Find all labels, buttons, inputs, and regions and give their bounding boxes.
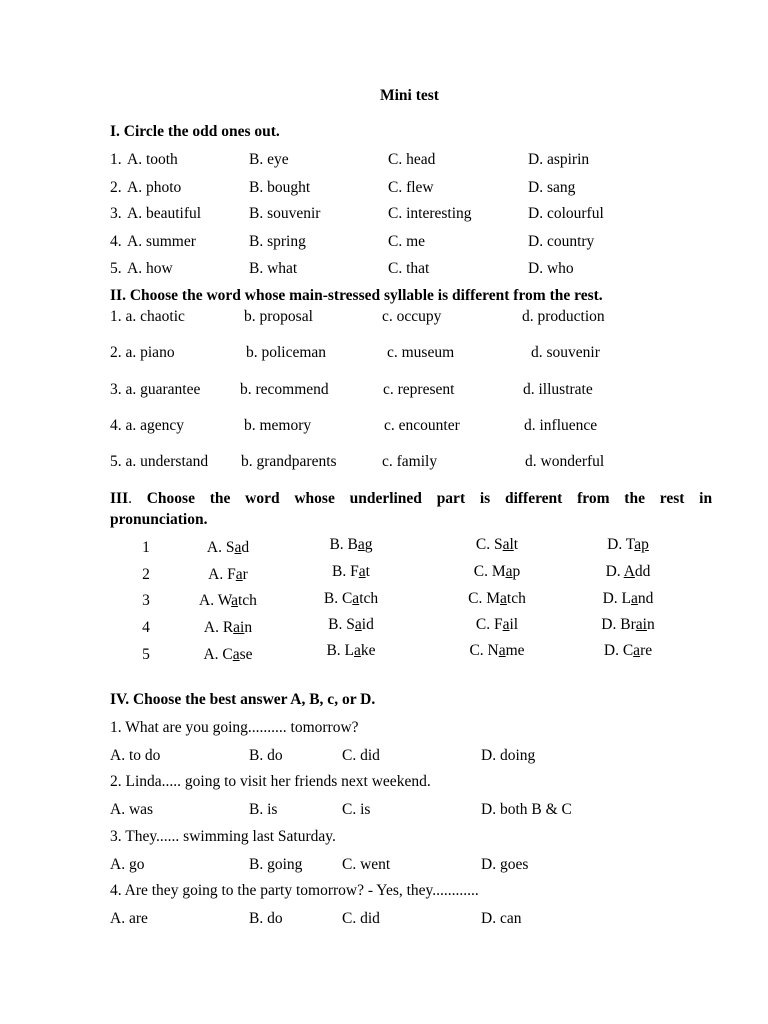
heading-word: the: [209, 490, 231, 507]
row-number: 1: [142, 539, 150, 556]
heading-word: Choose: [146, 490, 195, 507]
option-d: D. Land: [602, 590, 654, 607]
option-c: C. did: [342, 910, 380, 927]
option-a: A. Rain: [203, 619, 253, 636]
option-c: C. did: [342, 747, 380, 764]
row-number: 3: [142, 592, 150, 609]
item-number: 3.: [110, 205, 122, 222]
option-d: D. Care: [603, 642, 653, 659]
heading-word: word: [245, 490, 280, 507]
option-b: b. proposal: [244, 308, 313, 325]
option-c: C. interesting: [388, 205, 472, 222]
option-b: b. policeman: [246, 344, 327, 361]
option-a: A. photo: [127, 179, 182, 196]
option-a: A. tooth: [127, 151, 178, 168]
section-3-heading-continued: pronunciation.: [110, 511, 208, 528]
option-c: c. occupy: [382, 308, 442, 325]
option-d: d. production: [522, 308, 605, 325]
option-d: D. goes: [481, 856, 529, 873]
underlined-part: a: [232, 646, 240, 663]
option-d: D. Brain: [601, 616, 655, 633]
option-b: B. bought: [249, 179, 311, 196]
option-d: d. souvenir: [531, 344, 600, 361]
underlined-part: a: [500, 590, 507, 607]
underlined-part: A: [623, 563, 635, 580]
option-c: c. museum: [387, 344, 455, 361]
option-a: A. go: [110, 856, 145, 873]
option-d: D. country: [528, 233, 595, 250]
heading-word: underlined: [349, 490, 422, 507]
question-text: 4. Are they going to the party tomorrow? - Yes, they............: [110, 882, 479, 899]
heading-word: whose: [294, 490, 335, 507]
option-b: B. do: [249, 910, 283, 927]
heading-word: different: [504, 490, 563, 507]
underlined-part: a: [354, 642, 361, 659]
option-b: B. what: [249, 260, 298, 277]
option-c: C. Salt: [475, 536, 519, 553]
option-a: 2. a. piano: [110, 344, 175, 361]
option-d: D. colourful: [528, 205, 604, 222]
underlined-part: a: [352, 590, 360, 607]
option-a: A. beautiful: [127, 205, 202, 222]
section-4-heading: IV. Choose the best answer A, B, c, or D.: [110, 691, 376, 708]
option-a: 3. a. guarantee: [110, 381, 201, 398]
option-a: A. Far: [208, 566, 248, 583]
option-a: A. how: [127, 260, 173, 277]
option-b: B. eye: [249, 151, 289, 168]
underlined-part: a: [498, 642, 506, 659]
row-number: 2: [142, 566, 150, 583]
underlined-part: a: [502, 616, 510, 633]
question-text: 1. What are you going.......... tomorrow?: [110, 719, 359, 736]
option-c: C. Fail: [475, 616, 519, 633]
option-d: d. influence: [524, 417, 598, 434]
heading-word: from: [577, 490, 610, 507]
option-c: C. head: [388, 151, 436, 168]
option-d: D. Tap: [607, 536, 649, 553]
underlined-part: a: [235, 566, 243, 583]
option-b: B. Catch: [323, 590, 379, 607]
option-d: D. who: [528, 260, 574, 277]
section-2-heading: II. Choose the word whose main-stressed syllable is different from the rest.: [110, 287, 603, 304]
heading-word: part: [436, 490, 466, 507]
option-c: C. is: [342, 801, 371, 818]
underlined-part: ai: [635, 616, 647, 633]
option-a: 5. a. understand: [110, 453, 209, 470]
underlined-part: a: [357, 536, 365, 553]
heading-word: is: [479, 490, 491, 507]
row-number: 4: [142, 619, 150, 636]
row-number: 5: [142, 646, 150, 663]
option-a: A. Sad: [206, 539, 250, 556]
underlined-part: a: [234, 539, 242, 556]
underlined-part: ap: [634, 536, 649, 553]
option-c: C. Map: [473, 563, 521, 580]
heading-word: in: [699, 490, 713, 507]
underlined-part: a: [231, 592, 238, 609]
page-title: Mini test: [380, 87, 439, 104]
section-3-heading: [110, 488, 712, 509]
option-d: D. aspirin: [528, 151, 590, 168]
option-c: C. Match: [468, 590, 526, 607]
item-number: 2.: [110, 179, 122, 196]
option-b: b. recommend: [240, 381, 329, 398]
option-b: B. is: [249, 801, 278, 818]
option-a: A. was: [110, 801, 154, 818]
option-d: D. both B & C: [481, 801, 572, 818]
section-1-heading: I. Circle the odd ones out.: [110, 123, 280, 140]
item-number: 4.: [110, 233, 122, 250]
option-c: C. that: [388, 260, 430, 277]
heading-number: III.: [110, 490, 132, 507]
heading-word: the: [624, 490, 645, 507]
item-number: 1.: [110, 151, 122, 168]
underlined-part: a: [633, 642, 641, 659]
question-text: 2. Linda..... going to visit her friends next weekend.: [110, 773, 431, 790]
option-d: D. doing: [481, 747, 536, 764]
option-a: A. summer: [127, 233, 196, 250]
underlined-part: a: [354, 616, 362, 633]
option-c: C. flew: [388, 179, 434, 196]
option-a: A. to do: [110, 747, 161, 764]
option-a: 4. a. agency: [110, 417, 185, 434]
option-a: A. Case: [203, 646, 253, 663]
option-a: A. are: [110, 910, 148, 927]
option-b: B. Said: [328, 616, 374, 633]
option-d: d. illustrate: [523, 381, 593, 398]
question-text: 3. They...... swimming last Saturday.: [110, 828, 336, 845]
option-b: b. grandparents: [241, 453, 337, 470]
underlined-part: ai: [233, 619, 245, 636]
option-c: c. encounter: [384, 417, 460, 434]
item-number: 5.: [110, 260, 122, 277]
option-a: A. Watch: [199, 592, 257, 609]
option-a: 1. a. chaotic: [110, 308, 185, 325]
option-b: B. spring: [249, 233, 306, 250]
option-c: C. Name: [469, 642, 525, 659]
option-d: D. can: [481, 910, 522, 927]
option-b: B. Bag: [329, 536, 373, 553]
option-c: C. went: [342, 856, 391, 873]
option-b: b. memory: [244, 417, 312, 434]
option-d: d. wonderful: [525, 453, 605, 470]
underlined-part: a: [505, 563, 513, 580]
option-b: B. going: [249, 856, 303, 873]
option-d: D. Add: [605, 563, 651, 580]
option-d: D. sang: [528, 179, 576, 196]
option-b: B. Fat: [332, 563, 370, 580]
option-b: B. souvenir: [249, 205, 321, 222]
underlined-part: a: [358, 563, 366, 580]
option-b: B. Lake: [326, 642, 376, 659]
underlined-part: a: [631, 590, 638, 607]
option-c: c. family: [382, 453, 438, 470]
heading-word: rest: [659, 490, 685, 507]
option-c: C. me: [388, 233, 426, 250]
option-c: c. represent: [383, 381, 455, 398]
underlined-part: al: [502, 536, 514, 553]
option-b: B. do: [249, 747, 283, 764]
